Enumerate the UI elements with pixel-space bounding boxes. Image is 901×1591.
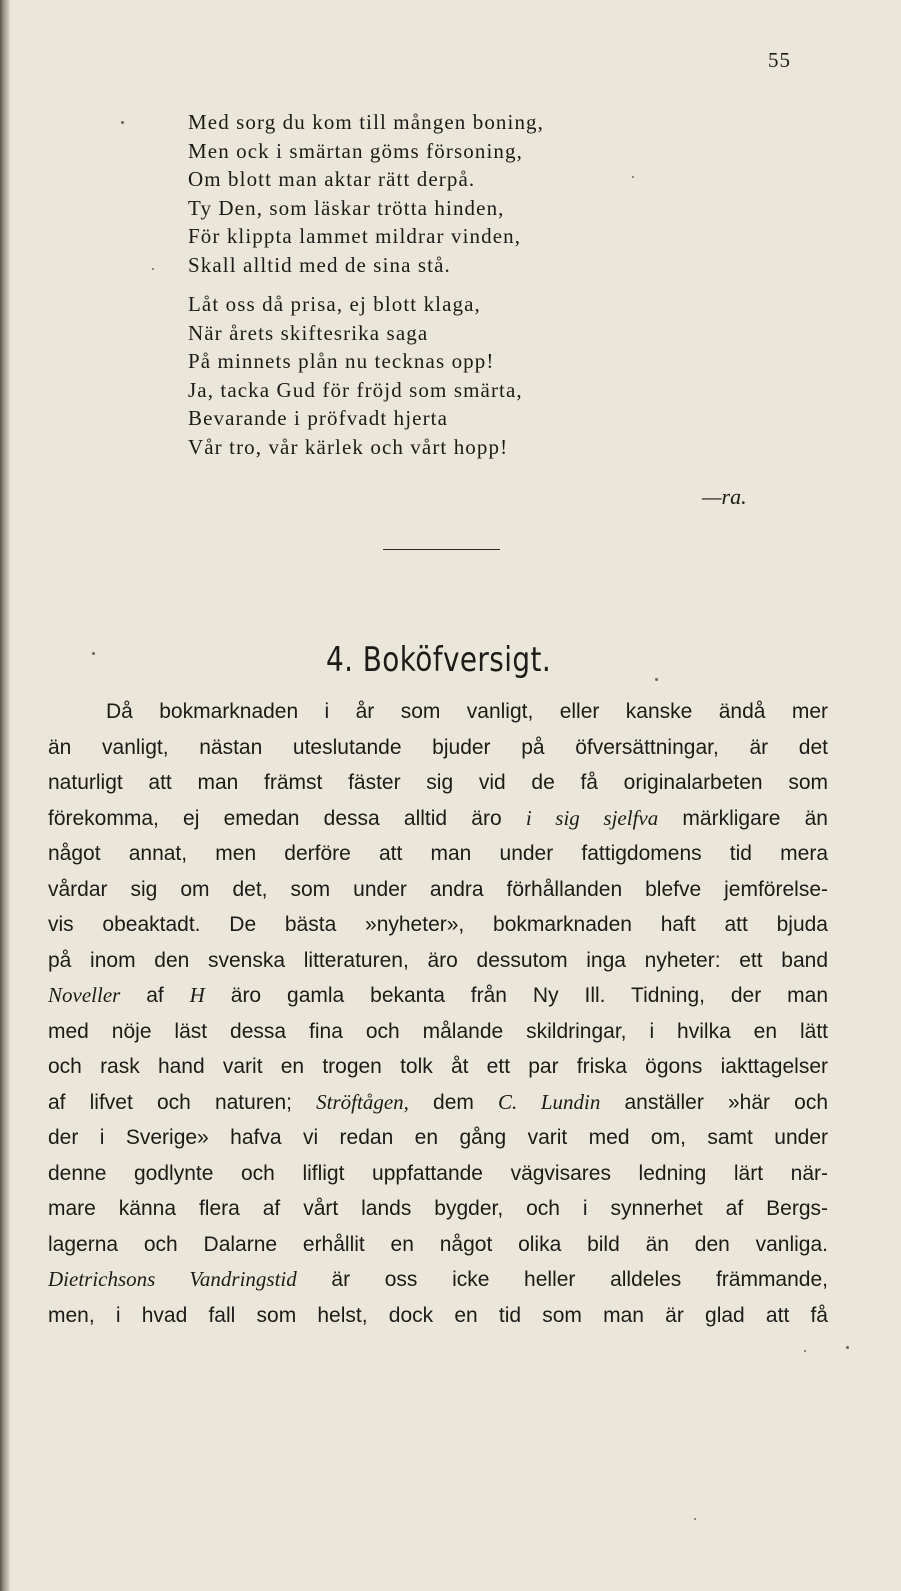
poem-line: Ty Den, som läskar trötta hinden,: [188, 195, 505, 220]
scan-speck: [846, 1346, 849, 1349]
italic-text: i sig sjelfva: [525, 805, 659, 830]
text-run: och rask hand varit en trogen tolk åt ett par friska ögons iakttagelser: [48, 1055, 828, 1078]
section-divider: [383, 549, 500, 550]
text-run: anställer »här och: [600, 1090, 828, 1114]
italic-text: Dietrichsons Vandringstid: [48, 1267, 297, 1291]
body-line: [48, 801, 828, 837]
scan-speck: [694, 1518, 696, 1520]
poem-line: Låt oss då prisa, ej blott klaga,: [188, 292, 481, 316]
scan-speck: [121, 121, 124, 124]
body-line: [48, 1191, 828, 1227]
scan-speck: [152, 268, 154, 270]
scan-speck: [632, 176, 634, 178]
body-line: [48, 872, 828, 908]
poem-line: Ja, tacka Gud för fröjd som smärta,: [188, 377, 523, 402]
body-line: [48, 765, 828, 801]
text-run: vårdar sig om det, som under andra förhållanden blefve jemförelse-: [48, 877, 828, 901]
section-heading: 4. Boköfversigt.: [326, 640, 552, 680]
italic-text: Noveller: [48, 983, 121, 1007]
text-run: der i Sverige» hafva vi redan en gång varit med om, samt under: [48, 1126, 828, 1149]
body-line: [48, 694, 828, 730]
poem-line: På minnets plån nu tecknas opp!: [188, 349, 495, 373]
text-run: äro gamla bekanta från Ny Ill. Tidning, der man: [204, 984, 828, 1007]
body-line: [48, 836, 828, 872]
poem-line: Men ock i smärtan göms försoning,: [188, 138, 523, 163]
poem-line: Med sorg du kom till mången boning,: [188, 110, 545, 134]
body-line: [48, 907, 828, 943]
text-run: vis obeaktadt. De bästa »nyheter», bokmarknaden haft att bjuda: [48, 913, 828, 936]
text-run: men, i hvad fall som helst, dock en tid som man är glad att få: [48, 1303, 828, 1327]
text-run: på inom den svenska litteraturen, äro dessutom inga nyheter: ett band: [48, 948, 828, 972]
poem-line: Skall alltid med de sina stå.: [188, 252, 451, 277]
scan-speck: [804, 1350, 806, 1352]
poem-line: Om blott man aktar rätt derpå.: [188, 167, 476, 191]
poem-line: Bevarande i pröfvadt hjerta: [188, 406, 449, 430]
body-line: [48, 1156, 828, 1192]
text-run: mare känna flera af vårt lands bygder, och i synnerhet af Bergs-: [48, 1197, 828, 1220]
text-run: denne godlynte och lifligt uppfattande vägvisares ledning lärt när-: [48, 1161, 828, 1185]
text-run: med nöje läst dessa fina och målande skildringar, i hvilka en lätt: [48, 1019, 828, 1043]
body-line: [48, 730, 828, 766]
text-run: dem: [408, 1090, 499, 1114]
scan-speck: [92, 652, 95, 655]
body-line: [48, 943, 828, 979]
body-line: [48, 1262, 828, 1298]
poem-stanza-2: [188, 290, 523, 461]
body-line: [48, 1085, 828, 1121]
poem-signature: —ra.: [702, 484, 747, 509]
body-line: [48, 978, 828, 1014]
poem-line: När årets skiftesrika saga: [188, 320, 429, 345]
body-line: [48, 1227, 828, 1263]
body-line: [48, 1298, 828, 1334]
body-paragraph: [48, 694, 828, 1333]
italic-text: C. Lundin: [498, 1089, 601, 1114]
text-run: än vanligt, nästan uteslutande bjuder på öfversättningar, är det: [48, 735, 828, 759]
body-line: [48, 1120, 828, 1156]
poem-line: För klippta lammet mildrar vinden,: [188, 224, 522, 248]
poem-stanza-1: [188, 108, 544, 279]
poem-line: Vår tro, vår kärlek och vårt hopp!: [188, 434, 509, 459]
italic-text: H: [189, 983, 205, 1007]
text-run: är oss icke heller alldeles främmande,: [296, 1268, 828, 1291]
scan-speck: [655, 678, 658, 681]
text-run: märkligare än: [658, 806, 828, 830]
page-number: 55: [768, 48, 791, 72]
page-binding-edge: [0, 0, 10, 1591]
text-run: förekomma, ej emedan dessa alltid äro: [48, 806, 526, 830]
text-run: af: [120, 984, 190, 1007]
text-run: Då bokmarknaden i år som vanligt, eller kanske ändå mer: [106, 700, 828, 723]
body-line: [48, 1049, 828, 1085]
body-line: [48, 1014, 828, 1050]
text-run: af lifvet och naturen;: [48, 1090, 317, 1114]
text-run: naturligt att man främst fäster sig vid de få originalarbeten som: [48, 771, 828, 794]
text-run: något annat, men derföre att man under fattigdomens tid mera: [48, 842, 828, 865]
italic-text: Ströftågen,: [316, 1089, 409, 1114]
text-run: lagerna och Dalarne erhållit en något olika bild än den vanliga.: [48, 1232, 828, 1256]
